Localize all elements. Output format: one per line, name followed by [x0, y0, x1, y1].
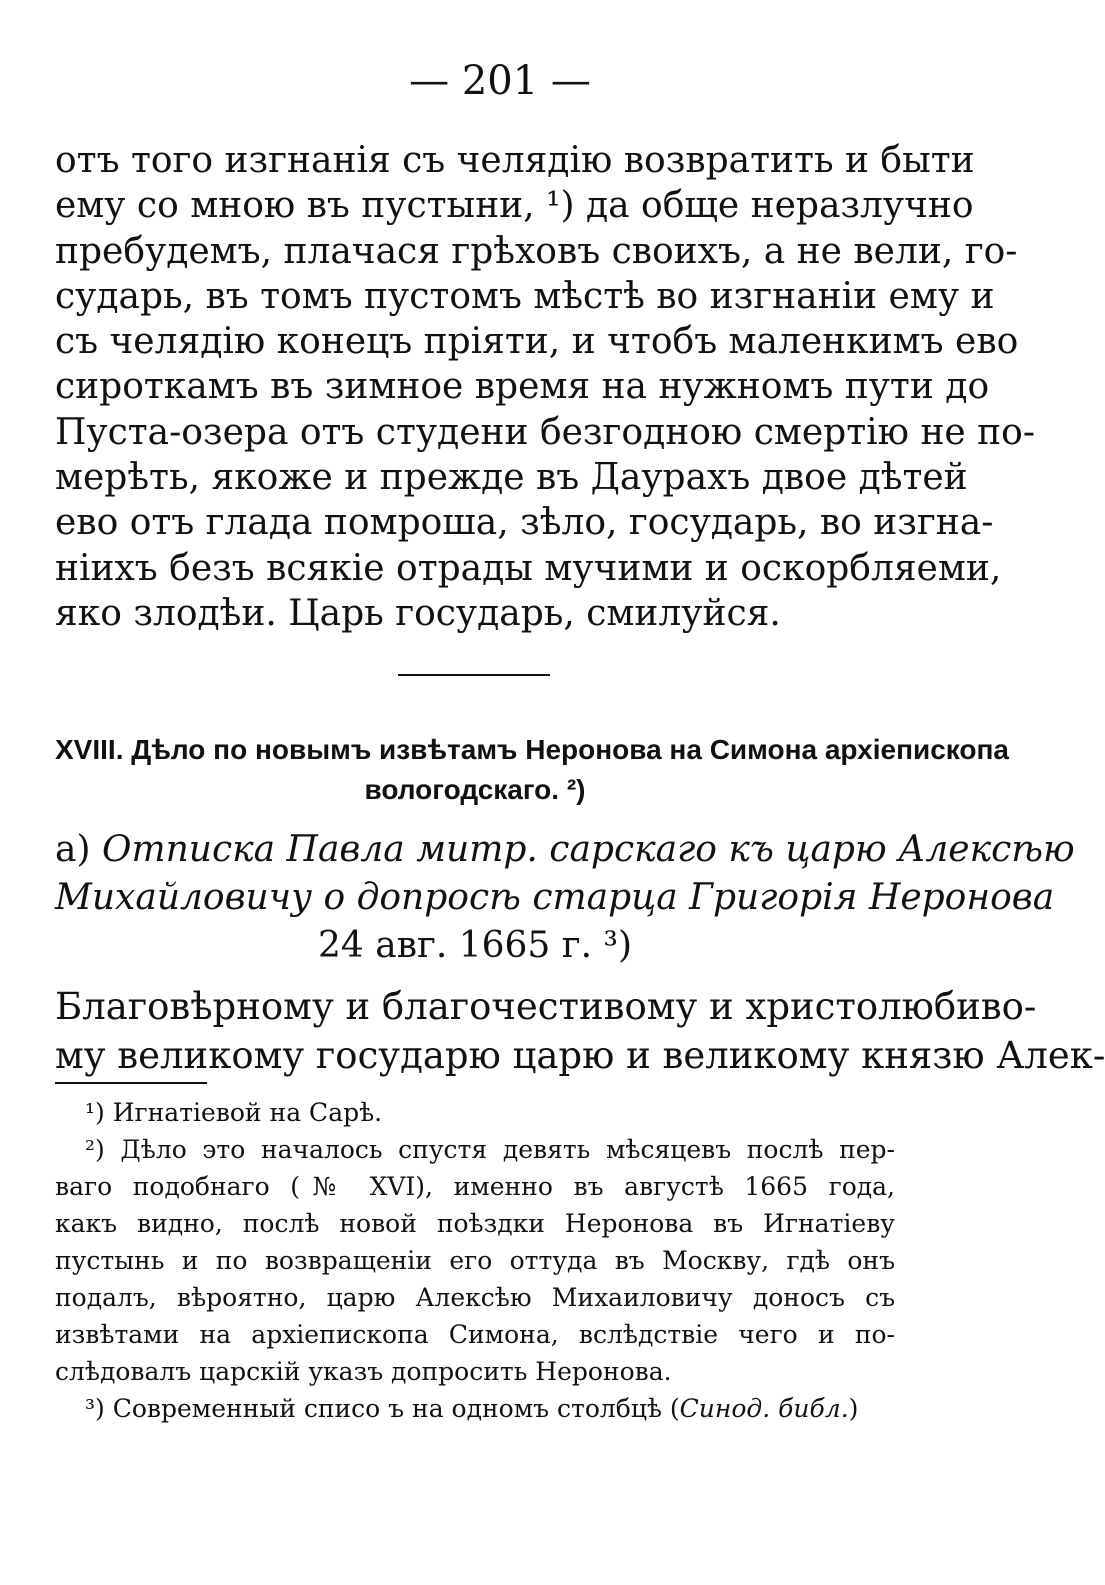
- subheading-prefix: а): [55, 829, 91, 870]
- footnote-2-line: слѣдовалъ царскій указъ допросить Неронова.: [55, 1357, 672, 1386]
- subheading-italic: Отписка Павла митр. сарскаго къ царю Алексѣю: [101, 829, 1075, 870]
- footnote-2-line: ²) Дѣло это началось спустя девять мѣсяцевъ послѣ пер-: [85, 1135, 895, 1164]
- opening-paragraph: [55, 982, 1105, 1080]
- body-line: отъ того изгнанія съ челядію возвратить и быти: [55, 140, 975, 181]
- footnote-2-line: ваго подобнаго (№ XVI), именно въ августѣ 1665 года,: [55, 1172, 895, 1201]
- page-number: — 201 —: [409, 58, 591, 104]
- footnote-1: ¹) Игнатіевой на Сарѣ.: [85, 1098, 383, 1127]
- body-line: Пуста-озера отъ студени безгодною смертію не по-: [55, 411, 1036, 453]
- footnote-3-source: Синод. библ.: [679, 1394, 849, 1423]
- footnote-2-line: пустынь и по возвращеніи его оттуда въ Москву, гдѣ онъ: [55, 1246, 895, 1275]
- footnote-2-line: извѣтами на архіепископа Симона, вслѣдствіе чего и по-: [55, 1320, 895, 1349]
- footnote-2-line: подалъ, вѣроятно, царю Алексѣю Михаиловичу доносъ съ: [55, 1283, 895, 1312]
- opening-line: му великому государю царю и великому князю Алек-: [55, 1034, 1105, 1077]
- document-subheading: [55, 826, 1075, 970]
- footnotes: [55, 1094, 895, 1427]
- footnote-3: [55, 1390, 895, 1427]
- body-line: ево отъ глада помроша, зѣло, государь, во изгна-: [55, 502, 994, 544]
- body-line: сударь, въ томъ пустомъ мѣстѣ во изгнаніи ему и: [55, 275, 995, 317]
- subheading-line: [55, 826, 1075, 874]
- section-heading-line: вологодскаго. ²): [364, 774, 586, 805]
- body-line: съ челядію конецъ пріяти, и чтобъ маленкимъ ево: [55, 321, 1019, 363]
- footnote-3-close: ): [848, 1394, 859, 1423]
- section-divider: [398, 674, 550, 676]
- opening-line: Благовѣрному и благочестивому и христолюбиво-: [55, 985, 1037, 1028]
- section-heading: [55, 730, 1009, 810]
- footnote-2-line: какъ видно, послѣ новой поѣздки Неронова въ Игнатіеву: [55, 1209, 895, 1238]
- body-line: ему со мною въ пустыни, ¹) да обще неразлучно: [55, 185, 974, 227]
- body-line: яко злодѣи. Царь государь, смилуйся.: [55, 592, 781, 634]
- body-line: пребудемъ, плачася грѣховъ своихъ, а не вели, го-: [55, 230, 1018, 272]
- body-line: ніихъ безъ всякіе отрады мучими и оскорбляеми,: [55, 547, 1002, 589]
- section-heading-line: XVIII. Дѣло по новымъ извѣтамъ Неронова на Симона архіепископа: [55, 734, 1009, 765]
- footnote-divider: [55, 1082, 207, 1084]
- footnote-3-text: ³) Современный списо ъ на одномъ столбцѣ (: [85, 1394, 680, 1423]
- subheading-date: 24 авг. 1665 г. ³): [317, 925, 632, 966]
- subheading-italic: Михайловичу о допросѣ старца Григорія Неронова: [55, 877, 1055, 918]
- body-paragraph: [55, 138, 1036, 636]
- body-line: сироткамъ въ зимное время на нужномъ пути до: [55, 366, 990, 408]
- body-line: мерѣть, якоже и прежде въ Даурахъ двое дѣтей: [55, 457, 968, 499]
